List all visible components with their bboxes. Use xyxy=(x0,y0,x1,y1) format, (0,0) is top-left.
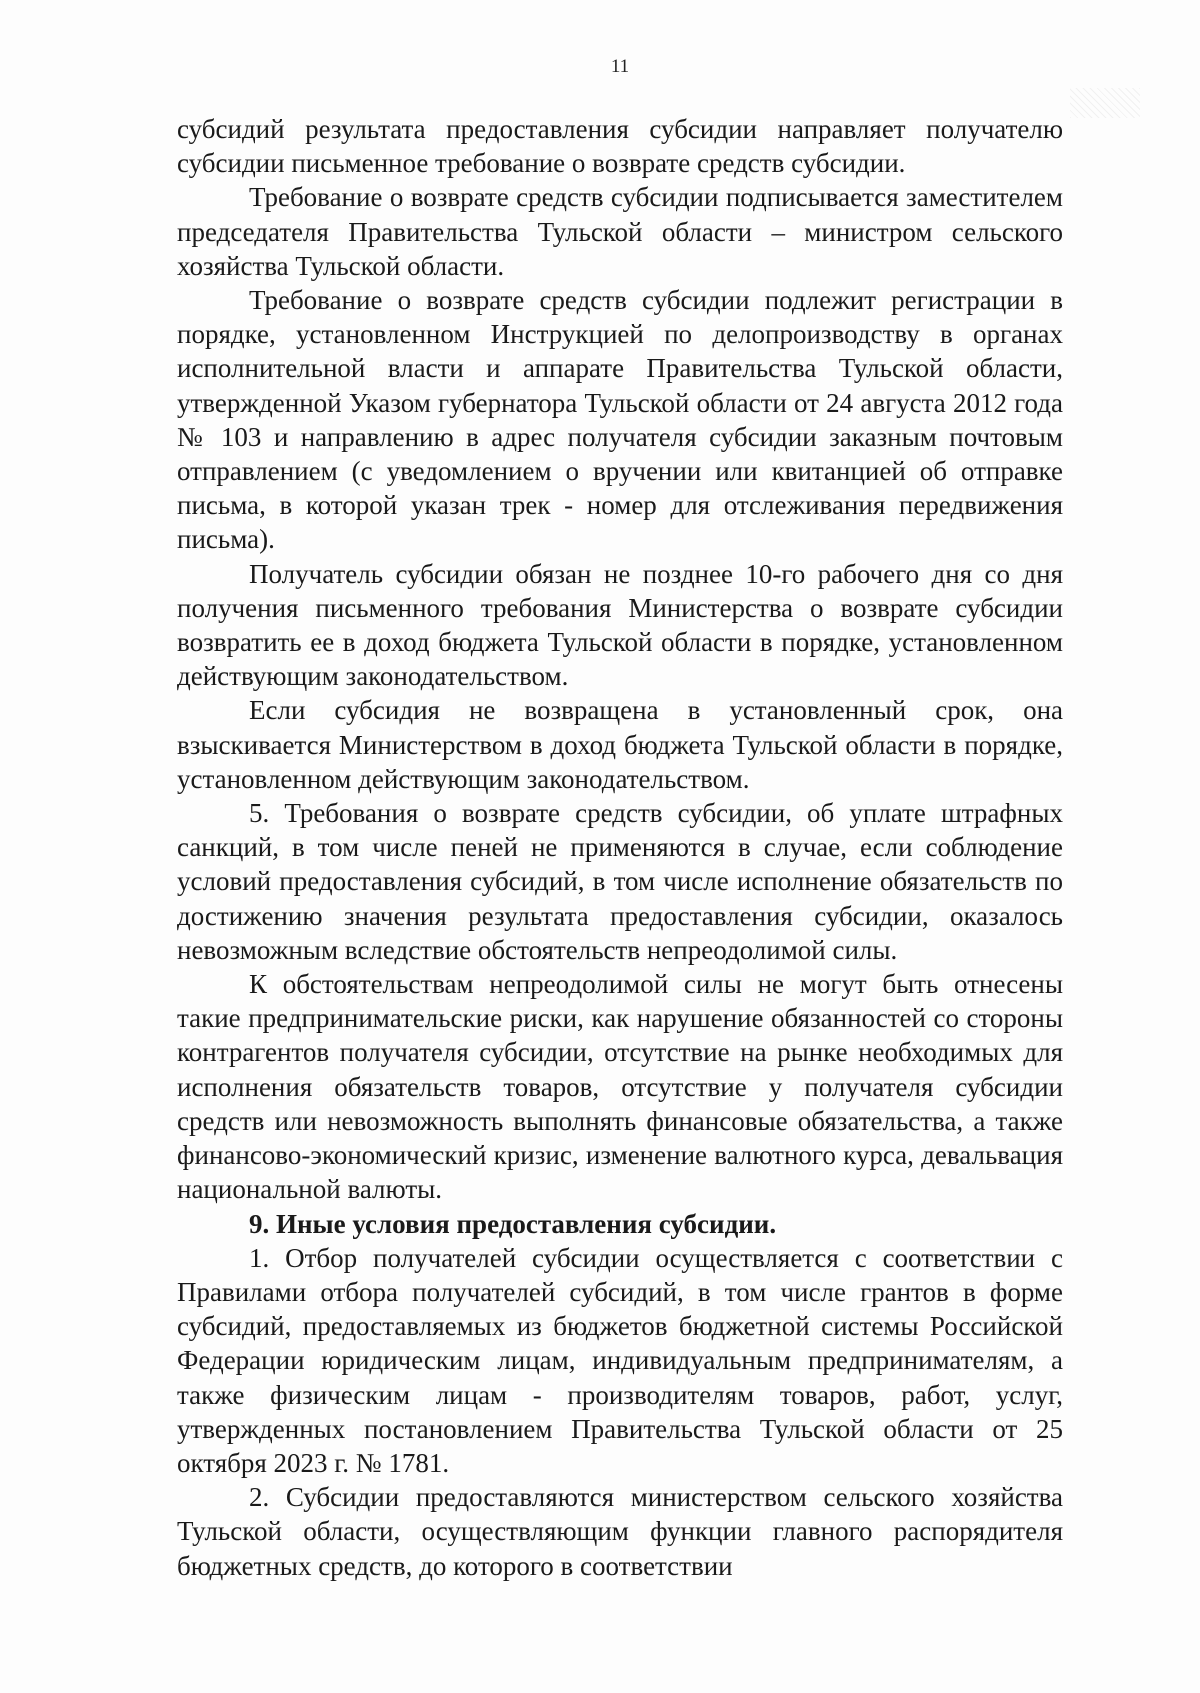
paragraph-2: Требование о возврате средств субсидии подписывается заместителем председателя Правительства Тульской области – министром сельского хозяйства Тульской области. xyxy=(177,182,1063,281)
page-number: 11 xyxy=(610,56,630,77)
paragraph-9: 2. Субсидии предоставляются министерством сельского хозяйства Тульской области, осуществляющим функции главного распорядителя бюджетных средств, до которого в соответствии xyxy=(177,1482,1063,1581)
document-body xyxy=(177,112,1063,1583)
paragraph-5: Если субсидия не возвращена в установленный срок, она взыскивается Министерством в доход бюджета Тульской области в порядке, установленном действующим законодательством. xyxy=(177,695,1063,794)
paragraph-4: Получатель субсидии обязан не позднее 10-го рабочего дня со дня получения письменного требования Министерства о возврате субсидии возвратить ее в доход бюджета Тульской области в порядке, установленном действующим законодательством. xyxy=(177,558,1063,692)
section-title: 9. Иные условия предоставления субсидии. xyxy=(249,1208,777,1239)
paragraph-8: 1. Отбор получателей субсидии осуществляется с соответствии с Правилами отбора получателей субсидий, в том числе грантов в форме субсидий, предоставляемых из бюджетов бюджетной системы Российской Федерации юридическим лицам, индивидуальным предпринимателям, а также физическим лицам - производителям товаров, работ, услуг, утвержденных постановлением Правительства Тульской области от 25 октября 2023 г. № 1781. xyxy=(177,1242,1063,1478)
paragraph-6: 5. Требования о возврате средств субсидии, об уплате штрафных санкций, в том числе пеней не применяются в случае, если соблюдение условий предоставления субсидий, в том числе исполнение обязательств по достижению значения результата предоставления субсидии, оказалось невозможным вследствие обстоятельств непреодолимой силы. xyxy=(177,798,1063,965)
paragraph-3: Требование о возврате средств субсидии подлежит регистрации в порядке, установленном Инструкцией по делопроизводству в органах исполнительной власти и аппарате Правительства Тульской области, утвержденной Указом губернатора Тульской области от 24 августа 2012 года № 103 и направлению в адрес получателя субсидии заказным почтовым отправлением (с уведомлением о вручении или квитанцией об отправке письма, в которой указан трек - номер для отслеживания передвижения письма). xyxy=(177,285,1063,555)
paragraph-7: К обстоятельствам непреодолимой силы не могут быть отнесены такие предпринимательские риски, как нарушение обязанностей со стороны контрагентов получателя субсидии, отсутствие на рынке необходимых для исполнения обязательств товаров, отсутствие у получателя субсидии средств или невозможность выполнять финансовые обязательства, а также финансово-экономический кризис, изменение валютного курса, девальвация национальной валюты. xyxy=(177,969,1063,1205)
paragraph-1: субсидий результата предоставления субсидии направляет получателю субсидии письменное требование о возврате средств субсидии. xyxy=(177,114,1063,179)
scan-artifact xyxy=(1070,88,1140,118)
